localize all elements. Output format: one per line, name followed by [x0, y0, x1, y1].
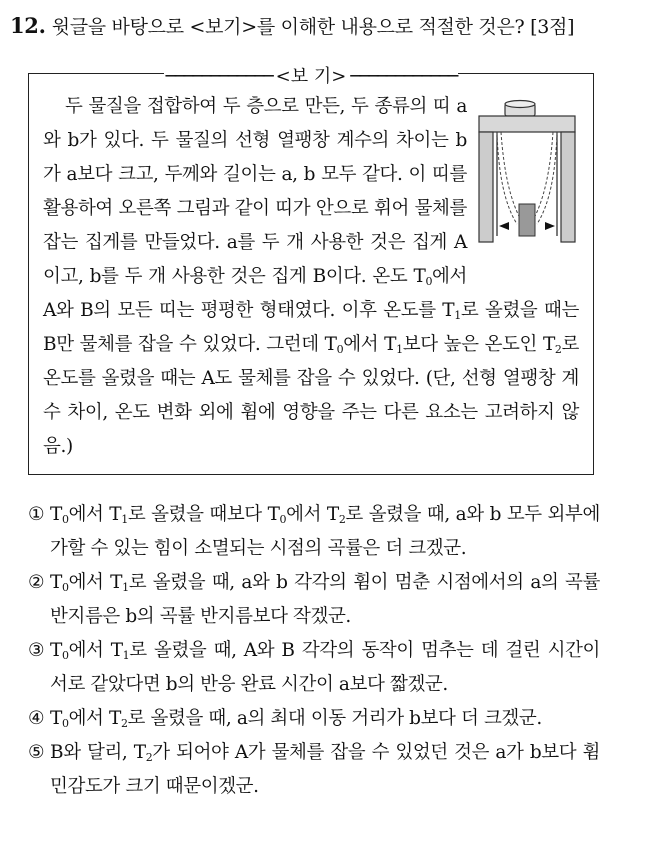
text-run: 두 물질을 접합하여 두 층으로 만든, 두 종류의 띠 a와 b가 있다. 두 물질의 선형 열팽창 계수의 차이는 b가 a보다 크고, 두께와 길이는 a, b 모두 같다. 이 띠를 활용하여 오른쪽 그림과 같이 띠가 안으로 휘어 물체를 잡는 집게를 만들었다. a를 두 개 사용한 것은 집게 A이고, b를 두 개 사용한 것은 집게 B이다. 온도 T [43, 96, 467, 287]
option-3[interactable] [28, 634, 600, 702]
bogi-title-text: <보 기> [275, 66, 347, 87]
subscript: 0 [61, 513, 69, 526]
bogi-title: ──────────── <보 기> ──────────── [165, 66, 457, 87]
subscript: 1 [454, 309, 461, 322]
gripper-figure [475, 96, 579, 266]
option-number: ② [28, 572, 45, 593]
text-run: 로 올렸을 때, A와 B 각각의 동작이 멈추는 데 걸린 시간이 서로 같았다면 b의 반응 완료 시간이 a보다 짧겠군. [50, 640, 600, 695]
text-run: 보다 높은 온도인 T [402, 334, 555, 355]
subscript: 1 [396, 343, 403, 356]
text-run: T [50, 572, 62, 593]
subscript: 0 [336, 343, 344, 356]
subscript: 0 [425, 275, 433, 288]
text-run: 가 되어야 A가 물체를 잡을 수 있었던 것은 a가 b보다 휨 민감도가 크기 때문이겠군. [50, 742, 600, 797]
text-run: 로 올렸을 때, a와 b 모두 외부에 가할 수 있는 힘이 소멸되는 시점의 곡률은 더 크겠군. [50, 504, 600, 559]
option-text [50, 572, 600, 627]
answer-options [28, 498, 600, 804]
option-1[interactable] [28, 498, 600, 566]
option-number: ④ [28, 708, 45, 729]
subscript: 0 [279, 513, 287, 526]
text-run: 로 온도를 올렸을 때는 A도 물체를 잡을 수 있었다. (단, 선형 열팽창 계수 차이, 온도 변화 외에 휨에 영향을 주는 다른 요소는 고려하지 않음.) [43, 334, 579, 457]
bogi-text [43, 90, 579, 464]
option-text [50, 504, 600, 559]
question-header [10, 12, 574, 39]
text-run: 로 올렸을 때, a의 최대 이동 거리가 b보다 더 크겠군. [127, 708, 542, 729]
option-number: ⑤ [28, 742, 45, 763]
text-run: 에서 T [286, 504, 339, 525]
text-run: 로 올렸을 때, a와 b 각각의 휨이 멈춘 시점에서의 a의 곡률 반지름은 b의 곡률 반지름보다 작겠군. [50, 572, 600, 627]
subscript: 1 [122, 581, 129, 594]
subscript: 2 [145, 751, 153, 764]
subscript: 0 [61, 717, 69, 730]
option-text [50, 742, 600, 797]
subscript: 0 [61, 581, 69, 594]
subscript: 2 [554, 343, 562, 356]
text-run: 에서 T [68, 640, 123, 661]
option-5[interactable] [28, 736, 600, 804]
text-run: T [50, 640, 62, 661]
subscript: 2 [120, 717, 128, 730]
question-prompt: 윗글을 바탕으로 <보기>를 이해한 내용으로 적절한 것은? [3점] [51, 16, 575, 38]
option-2[interactable] [28, 566, 600, 634]
option-4[interactable] [28, 702, 600, 736]
subscript: 0 [61, 649, 69, 662]
option-text [50, 708, 542, 729]
option-text [50, 640, 600, 695]
subscript: 1 [122, 649, 130, 662]
question-number: 12. [10, 13, 46, 38]
subscript: 2 [338, 513, 346, 526]
text-run: 로 올렸을 때는 B만 물체를 잡을 수 있었다. 그런데 T [43, 300, 579, 355]
text-run: T [50, 708, 62, 729]
text-run: 에서 T [68, 504, 122, 525]
subscript: 1 [121, 513, 128, 526]
text-run: 로 올렸을 때보다 T [127, 504, 280, 525]
text-run: 에서 T [68, 708, 121, 729]
option-number: ① [28, 504, 45, 525]
text-run: 에서 A와 B의 모든 띠는 평평한 형태였다. 이후 온도를 T [43, 266, 467, 321]
text-run: 에서 T [68, 572, 123, 593]
text-run: 에서 T [343, 334, 397, 355]
bogi-box [28, 66, 594, 475]
text-run: T [50, 504, 62, 525]
option-number: ③ [28, 640, 45, 661]
text-run: B와 달리, T [50, 742, 146, 763]
